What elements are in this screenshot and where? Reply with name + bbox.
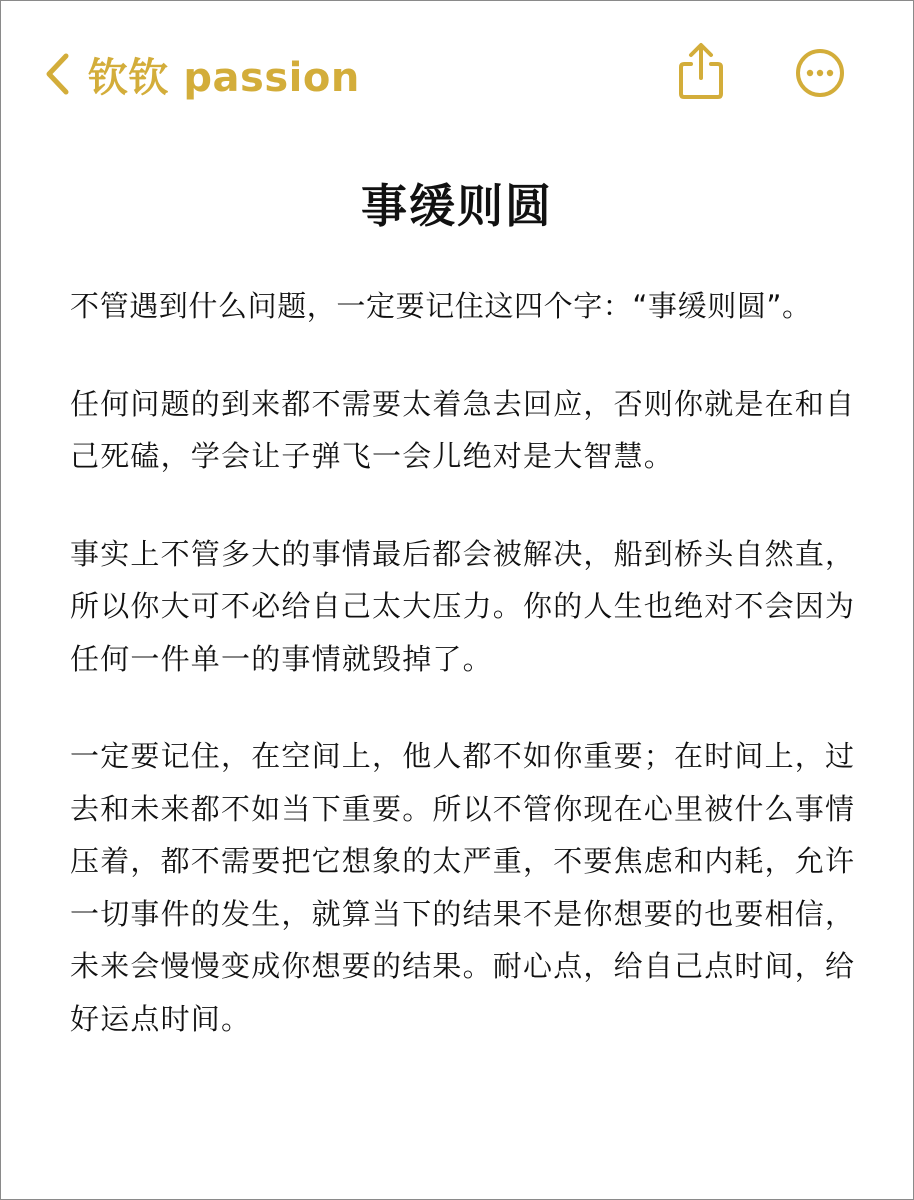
- chevron-left-icon: [44, 52, 70, 96]
- note-body: [70, 280, 870, 1090]
- back-label: 钦钦 passion: [88, 54, 360, 101]
- note-paragraph: 事实上不管多大的事情最后都会被解决，船到桥头自然直，所以你大可不必给自己太大压力。你的人生也绝对不会因为任何一件单一的事情就毁掉了。: [70, 536, 856, 676]
- more-options-button[interactable]: [794, 47, 846, 99]
- note-paragraph: 任何问题的到来都不需要太着急去回应，否则你就是在和自己死磕，学会让子弹飞一会儿绝对是大智慧。: [70, 386, 856, 473]
- back-button[interactable]: [44, 44, 360, 104]
- share-button[interactable]: [676, 42, 726, 102]
- note-title: 事缓则圆: [361, 179, 553, 233]
- navigation-bar: [0, 0, 914, 140]
- note-paragraph: 不管遇到什么问题，一定要记住这四个字：“事缓则圆”。: [70, 289, 812, 323]
- more-options-icon: [794, 84, 846, 103]
- share-icon: [676, 87, 726, 106]
- note-paragraph: 一定要记住，在空间上，他人都不如你重要；在时间上，过去和未来都不如当下重要。所以不管你现在心里被什么事情压着，都不需要把它想象的太严重，不要焦虑和内耗，允许一切事件的发生，就算当下的结果不是你想要的也要相信，未来会慢慢变成你想要的结果。耐心点，给自己点时间，给好运点时间。: [70, 739, 856, 1036]
